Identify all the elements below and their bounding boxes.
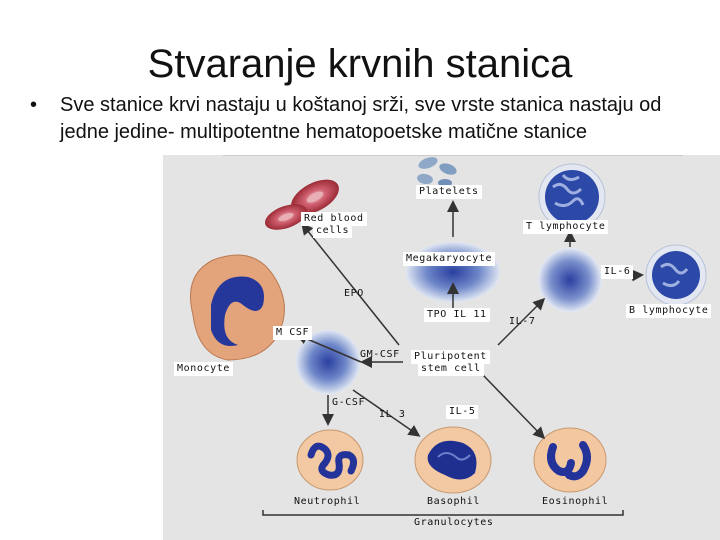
neutrophil-label: Neutrophil	[294, 496, 361, 507]
red-blood-cells-label-line1: Red blood	[301, 212, 367, 226]
lymphoid-precursor-icon	[538, 248, 602, 312]
tpo-il11-label: TPO IL 11	[424, 308, 490, 322]
mcsf-label: M CSF	[273, 326, 312, 340]
eosinophil-icon	[534, 428, 606, 492]
stem-cell-label-line1: Pluripotent	[411, 350, 490, 364]
basophil-label: Basophil	[427, 496, 480, 507]
platelets-label: Platelets	[416, 185, 482, 199]
gmcsf-label: GM-CSF	[360, 349, 400, 360]
bullet-text: Sve stanice krvi nastaju u koštanoj srži, sve vrste stanica nastaju od jedne jedine- multipotentne hematopoetske matične stanice	[60, 94, 662, 143]
granulocytes-label: Granulocytes	[414, 517, 494, 528]
il6-label: IL-6	[601, 265, 633, 279]
bullet-symbol: •	[30, 94, 38, 116]
hematopoiesis-diagram	[163, 155, 720, 540]
il5-label: IL-5	[446, 405, 478, 419]
b-lymphocyte-label: B lymphocyte	[626, 304, 711, 318]
gcsf-label: G-CSF	[332, 397, 366, 408]
monocyte-icon	[191, 255, 285, 360]
eosinophil-label: Eosinophil	[542, 496, 609, 507]
b-lymphocyte-icon	[646, 245, 706, 305]
il7-label: IL-7	[509, 316, 536, 327]
stem-cell-label-line2: stem cell	[418, 362, 484, 376]
diagram-drawing	[163, 155, 720, 540]
neutrophil-icon	[297, 430, 363, 490]
t-lymphocyte-label: T lymphocyte	[523, 220, 608, 234]
monocyte-label: Monocyte	[174, 362, 233, 376]
megakaryocyte-label: Megakaryocyte	[403, 252, 495, 266]
slide-title: Stvaranje krvnih stanica	[147, 42, 573, 86]
il3-label: IL 3	[379, 409, 406, 420]
epo-label: EPO	[344, 288, 364, 299]
red-blood-cells-label-line2: cells	[313, 224, 352, 238]
basophil-icon	[415, 427, 491, 493]
